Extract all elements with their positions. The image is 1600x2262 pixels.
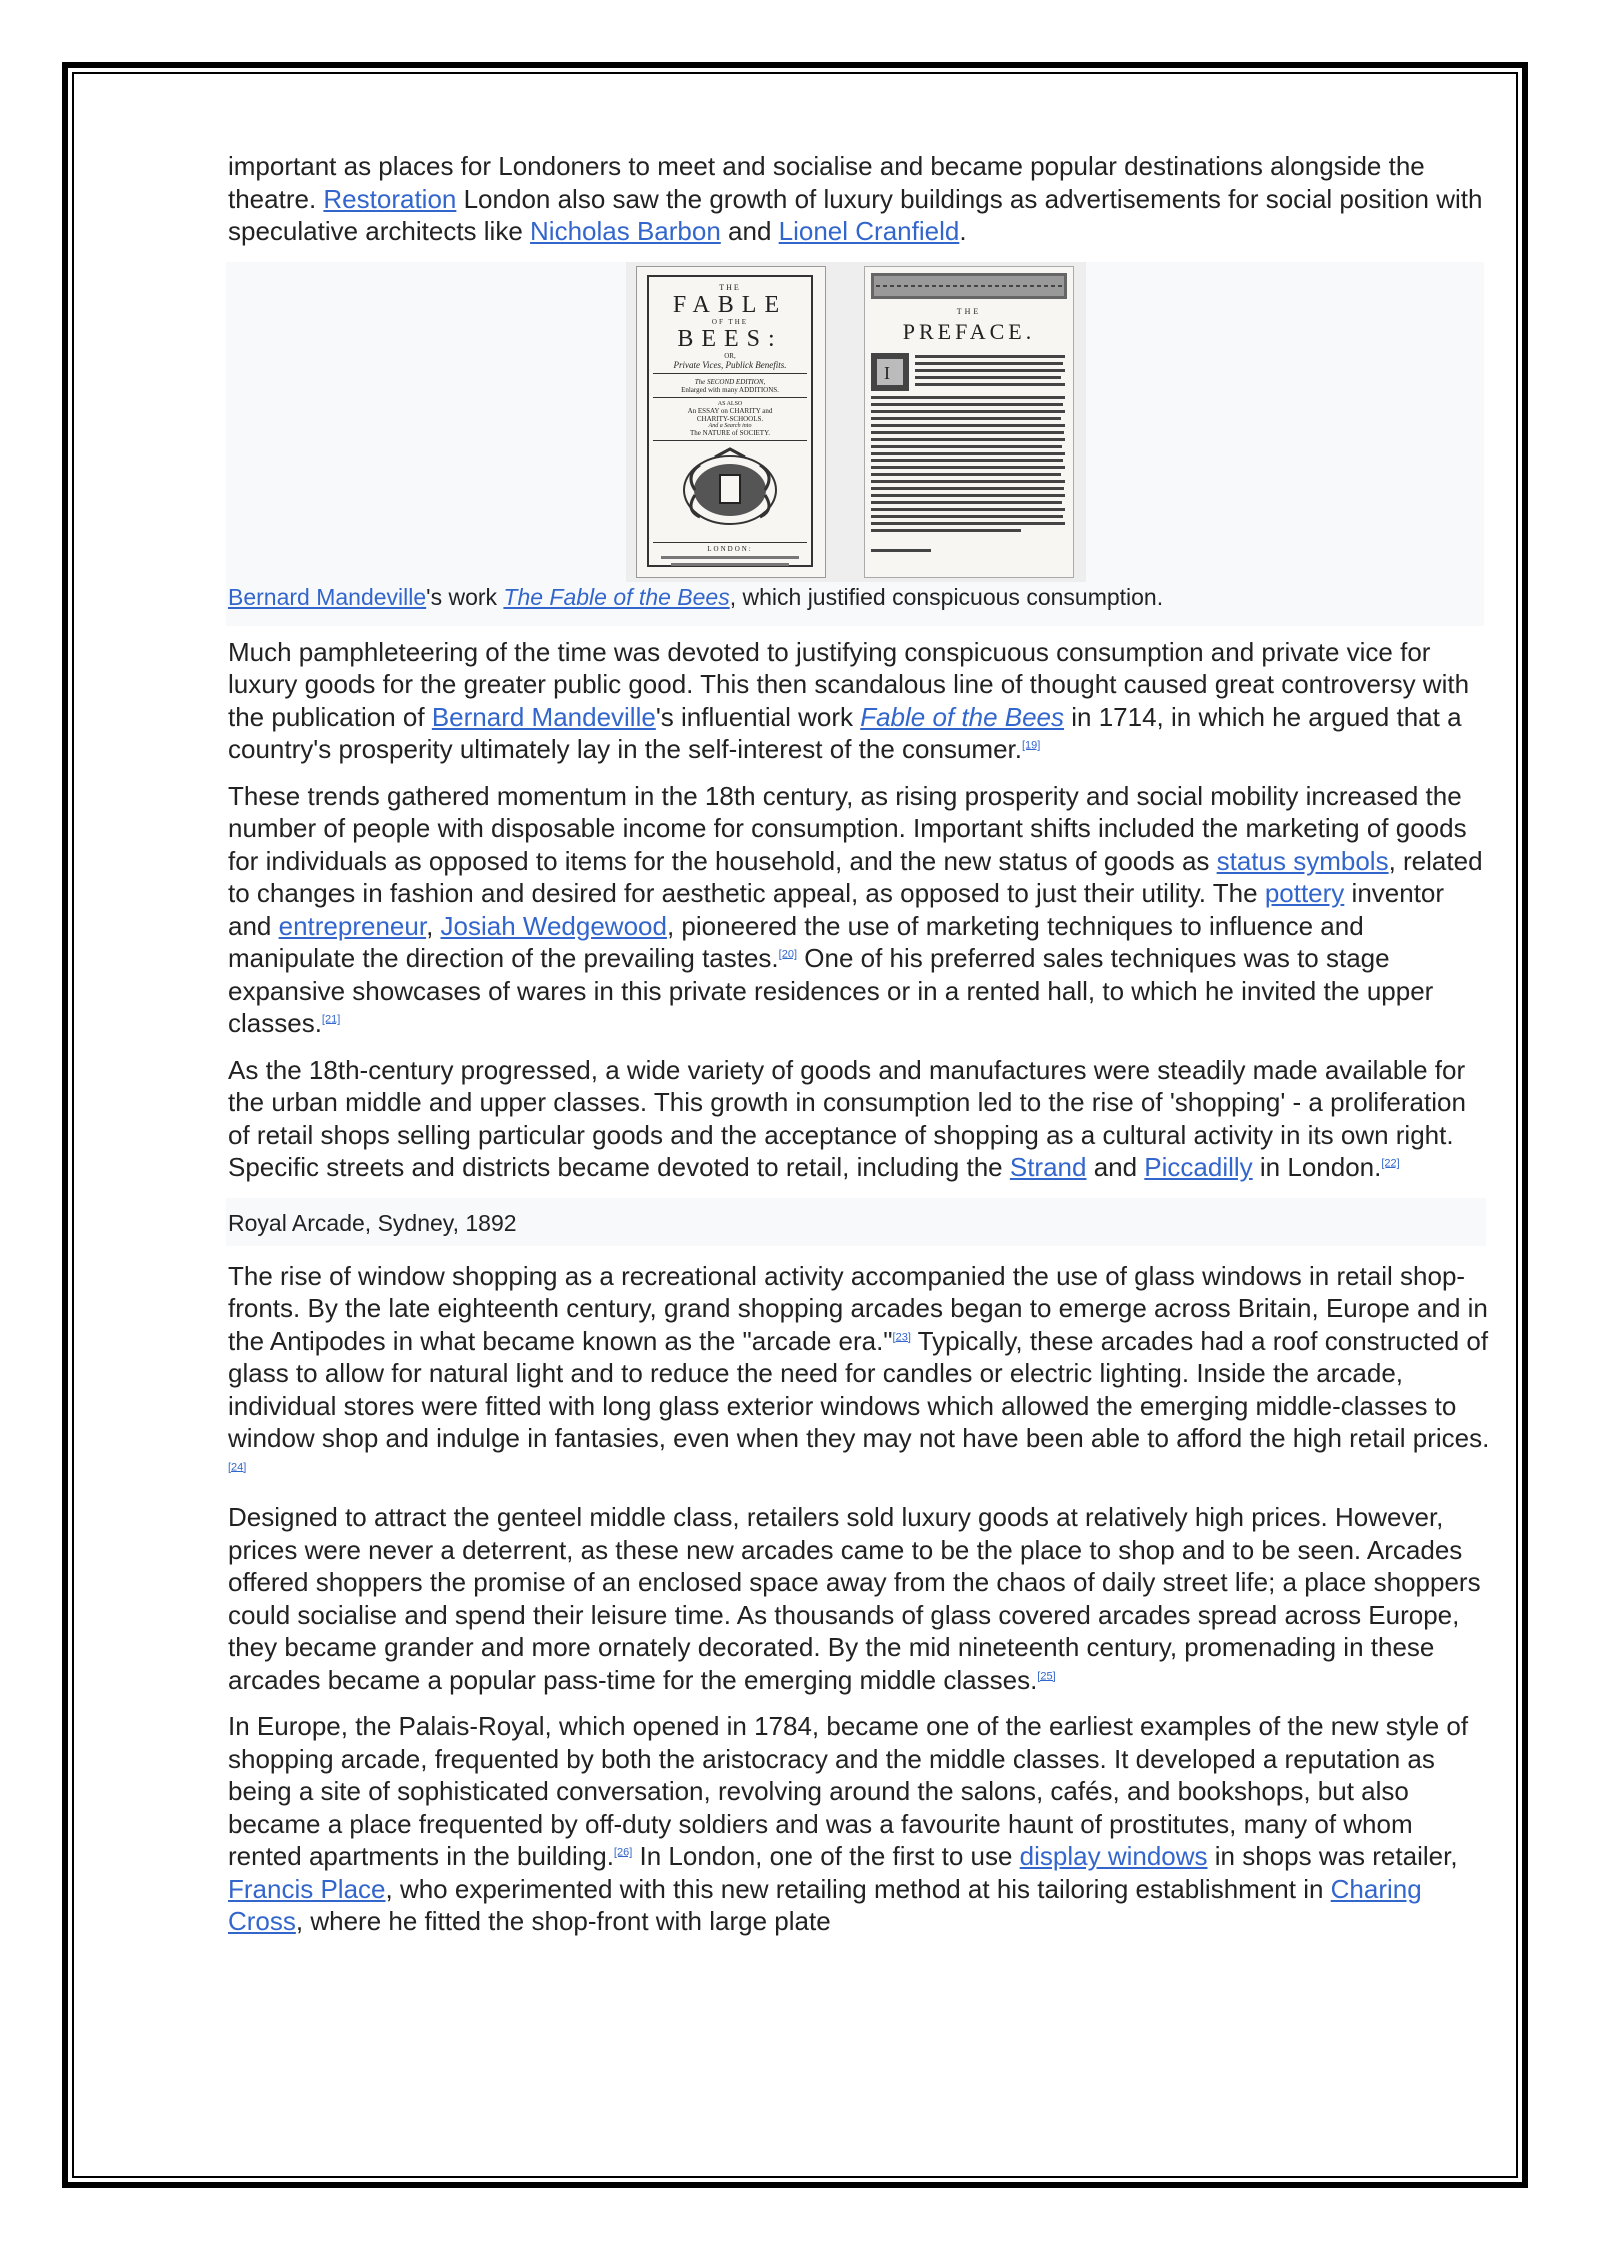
preface-body-text [871, 353, 1067, 563]
link-josiah-wedgewood[interactable]: Josiah Wedgewood [440, 910, 667, 941]
title-line: The SECOND EDITION, [694, 377, 766, 386]
text: inventor and [228, 878, 1445, 941]
citation-link[interactable]: [26] [613, 1846, 633, 1859]
text: Designed to attract the genteel middle class, retailers sold luxury goods at relatively high prices. However, prices were never a deterrent, as these new arcades came to be the place to shop and to be seen. Arcades offered shoppers the promise of an enclosed space away from the chaos of daily street life; a place shoppers could socialise and spend their leisure time. As thousands of glass covered arcades spread across Europe, they became grander and more ornately decorated. By the mid nineteenth century, promenading in these arcades became a popular pass-time for the emerging middle classes. [228, 1502, 1481, 1695]
link-piccadilly[interactable]: Piccadilly [1144, 1152, 1253, 1182]
text: important as places for Londoners to meet and socialise and became popular destinations alongside the theatre. [228, 151, 1425, 214]
title-line: The NATURE of SOCIETY. [653, 429, 807, 441]
article-body [228, 150, 1490, 1952]
link-fable-of-the-bees[interactable]: Fable of the Bees [860, 701, 1065, 732]
text: 's influential work [655, 701, 861, 732]
figure-caption [226, 582, 1484, 612]
link-nicholas-barbon[interactable]: Nicholas Barbon [530, 216, 721, 246]
text: in 1714, in which he argued that a country's prosperity ultimately lay in the self-interest of the consumer. [228, 701, 1462, 764]
figure-fable-of-the-bees [226, 262, 1484, 626]
citation-link[interactable]: [25] [1037, 1669, 1056, 1682]
link-status-symbols[interactable]: status symbols [1216, 845, 1389, 876]
citation-ref [1022, 739, 1040, 751]
link-francis-place[interactable]: Francis Place [228, 1873, 386, 1904]
link-fable-of-the-bees-caption[interactable]: The Fable of the Bees [503, 583, 730, 610]
text: , who experimented with this new retailing method at his tailoring establishment in [385, 1873, 1331, 1904]
paragraph-genteel-middle-class [228, 1501, 1490, 1696]
link-restoration[interactable]: Restoration [323, 183, 457, 214]
text: In Europe, the Palais-Royal, which opened in 1784, became one of the earliest examples of the new style of shopping arcade, frequented by both the aristocracy and the middle classes. It developed a reputation as being a site of sophisticated conversation, revolving around the salons, cafés, and bookshops, but also became a place frequented by off-duty soldiers and was a favourite haunt of prostitutes, many of whom rented apartments in the building. [228, 1711, 1469, 1871]
title-line: Enlarged with many ADDITIONS. [653, 386, 807, 398]
link-charing-cross[interactable]: Charing Cross [228, 1873, 1422, 1936]
text: In London, one of the first to use [632, 1841, 1020, 1871]
title-line: OR, [724, 351, 736, 360]
preface-line: THE [956, 306, 982, 316]
text: in shops was retailer, [1207, 1841, 1458, 1871]
title-line: BEES: [677, 325, 783, 352]
title-line: AS ALSO [717, 400, 743, 407]
preface-page-image [864, 266, 1074, 578]
printers-ornament-icon [675, 445, 785, 535]
citation-link[interactable]: [19] [1021, 739, 1041, 752]
paragraph-restoration [228, 150, 1490, 248]
link-bernard-mandeville[interactable]: Bernard Mandeville [431, 701, 656, 732]
text: . [959, 216, 967, 246]
preface-line: PREFACE. [902, 318, 1036, 344]
title-line: LONDON: [653, 542, 807, 553]
title-line: And a Search into [708, 422, 752, 429]
title-line: OF THE [711, 317, 749, 326]
citation-ref [614, 1846, 632, 1858]
text: , pioneered the use of marketing techniques to influence and manipulate the direction of the prevailing tastes. [228, 910, 1364, 973]
link-pottery[interactable]: pottery [1264, 878, 1345, 908]
link-entrepreneur[interactable]: entrepreneur [278, 910, 427, 941]
title-line: FABLE [672, 291, 788, 318]
text: 's work [426, 583, 504, 610]
citation-link[interactable]: [23] [892, 1330, 911, 1343]
citation-ref [779, 948, 797, 960]
text: Typically, these arcades had a roof constructed of glass to allow for natural light and to reduce the need for candles or electric lighting. Inside the arcade, individual stores were fitted with long glass exterior windows which allowed the emerging middle-classes to window shop and indulge in fantasies, even when they may not have been able to afford the high retail prices. [228, 1325, 1490, 1453]
paragraph-palais-royal [228, 1710, 1490, 1938]
title-line: CHARITY-SCHOOLS. [696, 414, 764, 423]
citation-ref [1381, 1157, 1399, 1169]
figure-caption-royal-arcade: Royal Arcade, Sydney, 1892 [226, 1198, 1486, 1246]
link-display-windows[interactable]: display windows [1019, 1841, 1208, 1871]
ornamental-header-band [871, 273, 1067, 301]
text: The rise of window shopping as a recreational activity accompanied the use of glass windows in retail shop-fronts. By the late eighteenth century, grand shopping arcades began to emerge across Britain, Europe and in the Antipodes in what became known as the "arcade era." [228, 1260, 1488, 1356]
link-strand[interactable]: Strand [1009, 1152, 1087, 1182]
text: , related to changes in fashion and desired for aesthetic appeal, as opposed to just their utility. The [228, 845, 1483, 908]
text: One of his preferred sales techniques was to stage expansive showcases of wares in this private residences or in a rented hall, to which he invited the upper classes. [228, 943, 1434, 1038]
text: in London. [1252, 1152, 1382, 1182]
citation-ref [893, 1331, 911, 1343]
text: , [426, 910, 441, 941]
title-line: THE [719, 282, 741, 292]
citation-ref [322, 1013, 340, 1025]
text: and [1086, 1152, 1145, 1182]
title-page-image [636, 266, 826, 578]
citation-ref [228, 1461, 246, 1473]
paragraph-pamphleteering [228, 636, 1490, 766]
text: Much pamphleteering of the time was devoted to justifying conspicuous consumption and private vice for luxury goods for the greater public good. This then scandalous line of thought caused great controversy with the publication of [228, 636, 1470, 732]
citation-link[interactable]: [20] [778, 948, 798, 961]
citation-link[interactable]: [22] [1381, 1157, 1400, 1170]
link-lionel-cranfield[interactable]: Lionel Cranfield [778, 216, 960, 246]
paragraph-window-shopping [228, 1260, 1490, 1488]
title-line: An ESSAY on CHARITY and [687, 406, 773, 415]
svg-text:I: I [884, 362, 890, 383]
text: These trends gathered momentum in the 18th century, as rising prosperity and social mobility increased the number of people with disposable income for consumption. Important shifts included the marketing of goods for individuals as opposed to items for the household, and the new status of goods as [228, 780, 1467, 876]
figure-scans[interactable] [226, 262, 1484, 582]
link-bernard-mandeville-caption[interactable]: Bernard Mandeville [228, 583, 427, 610]
text: and [720, 216, 779, 246]
citation-ref [1037, 1670, 1055, 1682]
imprint-text-lines [655, 553, 805, 569]
citation-link[interactable]: [24] [228, 1460, 247, 1473]
text: London also saw the growth of luxury buildings as advertisements for social position with speculative architects like [228, 183, 1483, 246]
citation-link[interactable]: [21] [321, 1013, 341, 1026]
text: As the 18th-century progressed, a wide variety of goods and manufactures were steadily made available for the urban middle and upper classes. This growth in consumption led to the rise of 'shopping' - a proliferation of retail shops selling particular goods and the acceptance of shopping as a cultural activity in its own right. Specific streets and districts became devoted to retail, including the [228, 1054, 1466, 1182]
text: , where he fitted the shop-front with large plate [295, 1906, 831, 1936]
paragraph-rise-of-shopping [228, 1054, 1490, 1184]
paragraph-18th-century-trends [228, 780, 1490, 1040]
title-line: Private Vices, Publick Benefits. [653, 360, 807, 374]
text: , which justified conspicuous consumption. [729, 583, 1164, 610]
